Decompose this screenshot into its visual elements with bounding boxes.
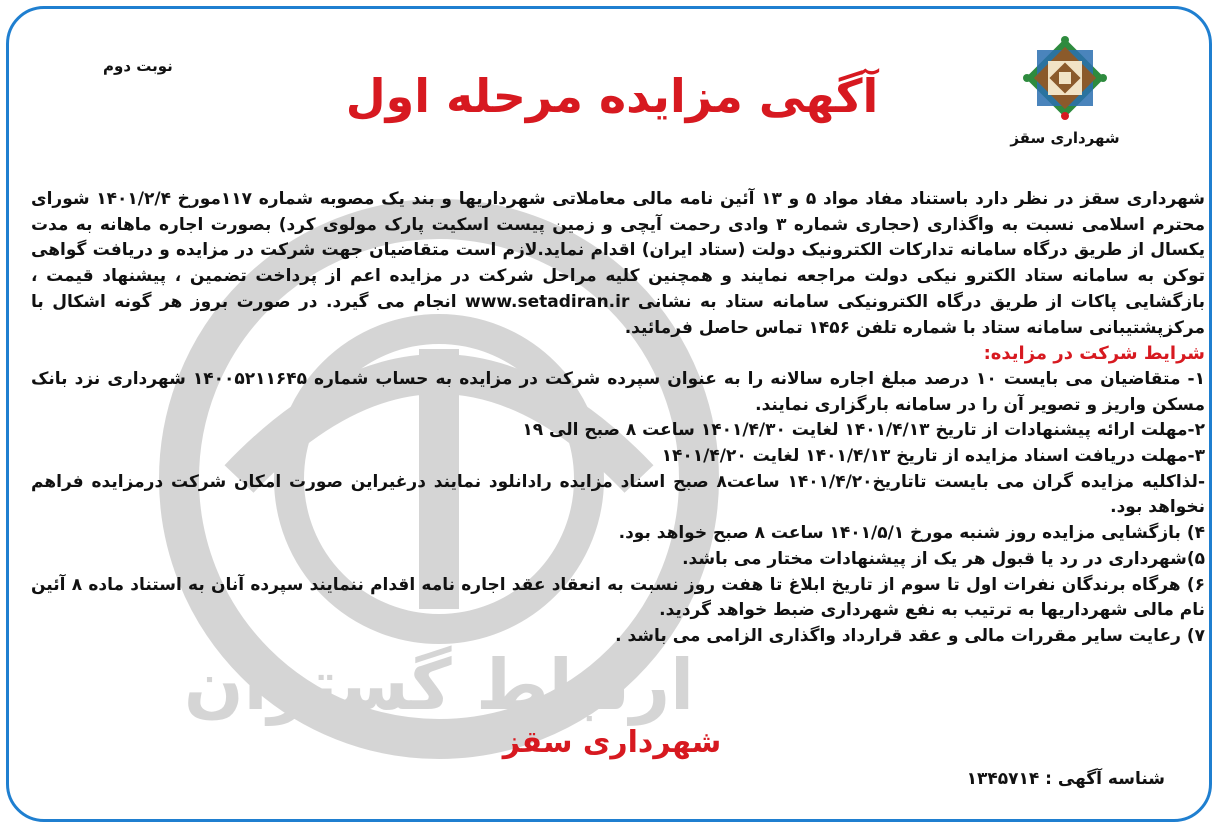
signer-name: شهرداری سقز <box>502 725 722 760</box>
advertisement-frame <box>6 6 1212 822</box>
intro-paragraph: شهرداری سقز در نظر دارد باستناد مفاد مواد ۵ و ۱۳ آئین نامه مالی معاملاتی شهرداریها و بند یک مصوبه شماره ۱۱۷مورخ ۱۴۰۱/۲/۴ شورای محترم اسلامی نسبت به واگذاری (حجاری شماره ۳ وادی رحمت آیچی و زمین پیست اسکیت پارک مولوی کرد) بصورت اجاره ماهانه به مدت یکسال از طریق درگاه سامانه تدارکات الکترونیک دولت (ستاد ایران) اقدام نماید.لازم است متقاضیان جهت شرکت در مزایده و دریافت گواهی توکن به سامانه ستاد الکترو نیکی دولت مراجعه نمایند و همچنین کلیه مراحل شرکت در مزایده اعم از پرداخت تضمین ، پیشنهاد قیمت ، بازگشایی پاکات از طریق درگاه الکترونیکی سامانه ستاد به نشانی www.setadiran.ir انجام می گیرد. در صورت بروز هر گونه اشکال با مرکزپشتیبانی سامانه ستاد با شماره تلفن ۱۴۵۶ تماس حاصل فرمائید. <box>31 189 1206 338</box>
page-title: آگهی مزایده مرحله اول <box>345 69 879 123</box>
condition-item: ۳-مهلت دریافت اسناد مزایده از تاریخ ۱۴۰۱/۴/۱۳ لغایت ۱۴۰۱/۴/۲۰ <box>661 446 1205 467</box>
conditions-title: شرایط شرکت در مزایده: <box>983 343 1205 365</box>
ad-id: شناسه آگهی : ۱۳۴۵۷۱۴ <box>966 769 1165 789</box>
condition-item: ۱- متقاضیان می بایست ۱۰ درصد مبلغ اجاره سالانه را به عنوان سپرده شرکت در مزایده به حساب شماره ۱۴۰۰۵۲۱۱۶۴۵ شهرداری نزد بانک مسکن واریز و تصویر آن را در سامانه بارگزاری نمایند. <box>31 368 1205 415</box>
condition-item: ۴) بازگشایی مزایده روز شنبه مورخ ۱۴۰۱/۵/۱ ساعت ۸ صبح خواهد بود. <box>618 523 1205 544</box>
advertisement-body <box>31 187 1205 650</box>
condition-item: ۲-مهلت ارائه پیشنهادات از تاریخ ۱۴۰۱/۴/۱۳ لغایت ۱۴۰۱/۴/۳۰ ساعت ۸ صبح الی ۱۹ <box>522 420 1205 441</box>
condition-item: -لذاکلیه مزایده گران می بایست تاتاریخ۱۴۰۱/۴/۲۰ ساعت۸ صبح اسناد مزایده رادانلود نمایند درغیراین صورت امکان شرکت درمزایده فراهم نخواهد بود. <box>31 471 1205 518</box>
logo-caption: شهرداری سقز <box>1010 129 1120 147</box>
condition-item: ۶) هرگاه برندگان نفرات اول تا سوم از تاریخ ابلاغ تا هفت روز نسبت به انعقاد عقد اجاره نامه اقدام ننمایند سپرده آنان به استناد ماده ۸ آئین نام مالی شهرداریها به ترتیب به نفع شهرداری ضبط خواهد گردید. <box>31 574 1205 621</box>
watermark-text: ارتباط گستران <box>183 644 695 726</box>
round-label: نوبت دوم <box>103 57 173 75</box>
condition-item: ۷) رعایت سایر مقررات مالی و عقد قرارداد واگذاری الزامی می باشد . <box>615 625 1205 646</box>
condition-item: ۵)شهرداری در رد یا قبول هر یک از پیشنهادات مختار می باشد. <box>682 548 1205 569</box>
